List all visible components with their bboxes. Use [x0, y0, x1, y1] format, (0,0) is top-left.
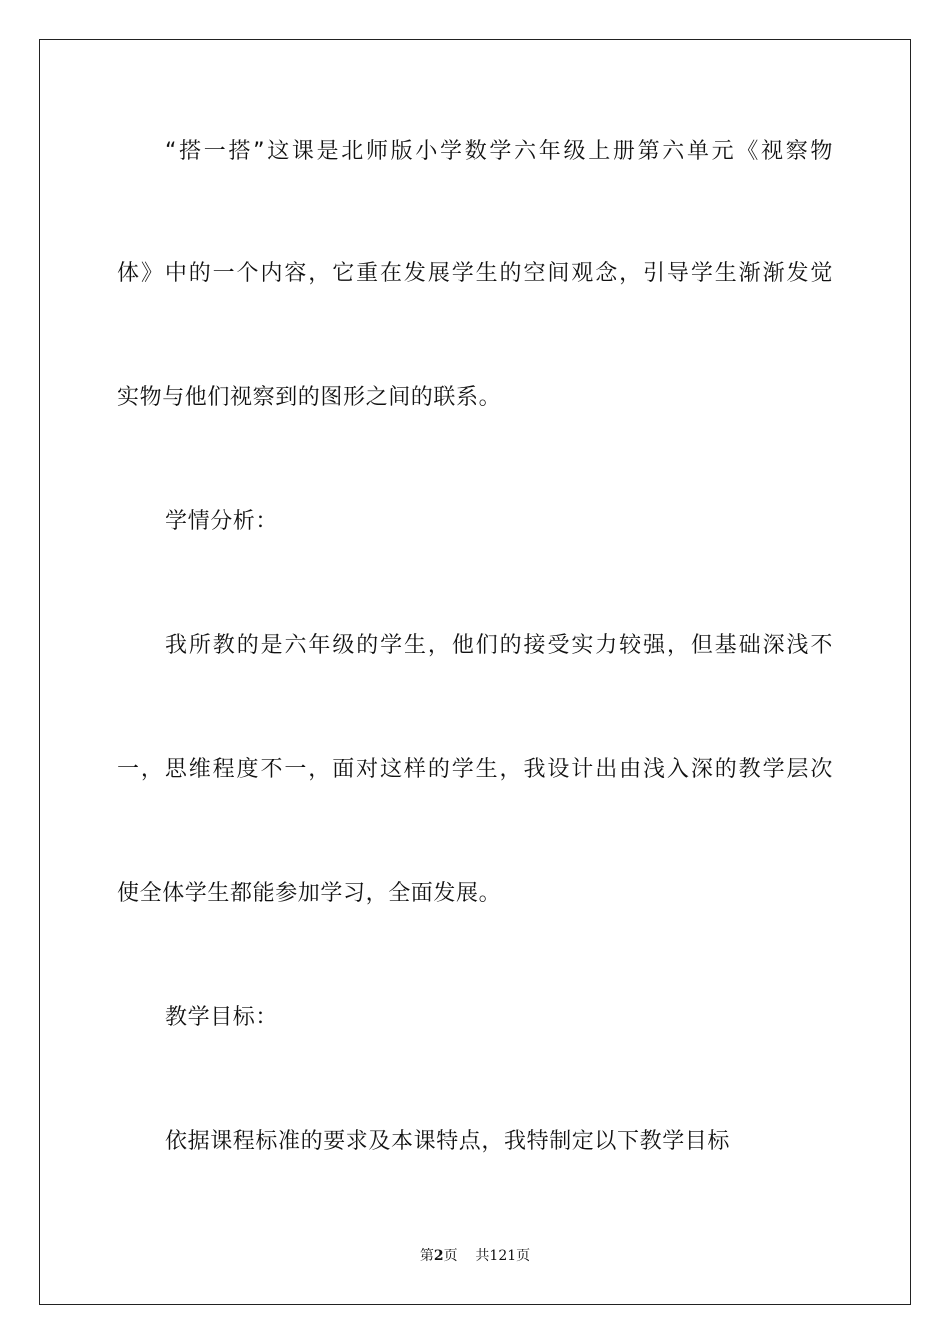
paragraph-intro-line-1: “搭一搭”这课是北师版小学数学六年级上册第六单元《视察物 — [165, 139, 833, 164]
paragraph-analysis-line-1: 我所教的是六年级的学生，他们的接受实力较强，但基础深浅不 — [165, 633, 833, 658]
page-frame — [39, 39, 911, 1305]
paragraph-analysis-line-3: 使全体学生都能参加学习，全面发展。 — [117, 881, 502, 906]
paragraph-intro-line-2: 体》中的一个内容，它重在发展学生的空间观念，引导学生渐渐发觉 — [117, 261, 833, 286]
footer-total-unit: 页 — [516, 1248, 531, 1264]
footer-page-number: 2 — [433, 1248, 444, 1264]
paragraph-analysis-line-2: 一，思维程度不一，面对这样的学生，我设计出由浅入深的教学层次 — [117, 757, 833, 782]
page-footer — [0, 1246, 950, 1266]
heading-learning-analysis: 学情分析： — [165, 509, 279, 534]
footer-page-label: 第 — [419, 1248, 434, 1264]
footer-total-label: 共 — [475, 1248, 490, 1264]
paragraph-intro-line-3: 实物与他们视察到的图形之间的联系。 — [117, 385, 502, 410]
paragraph-goals-line-1: 依据课程标准的要求及本课特点，我特制定以下教学目标 — [165, 1129, 731, 1154]
footer-page-unit: 页 — [443, 1248, 458, 1264]
heading-teaching-goals: 教学目标： — [165, 1005, 279, 1030]
footer-total-pages: 121 — [489, 1248, 517, 1264]
